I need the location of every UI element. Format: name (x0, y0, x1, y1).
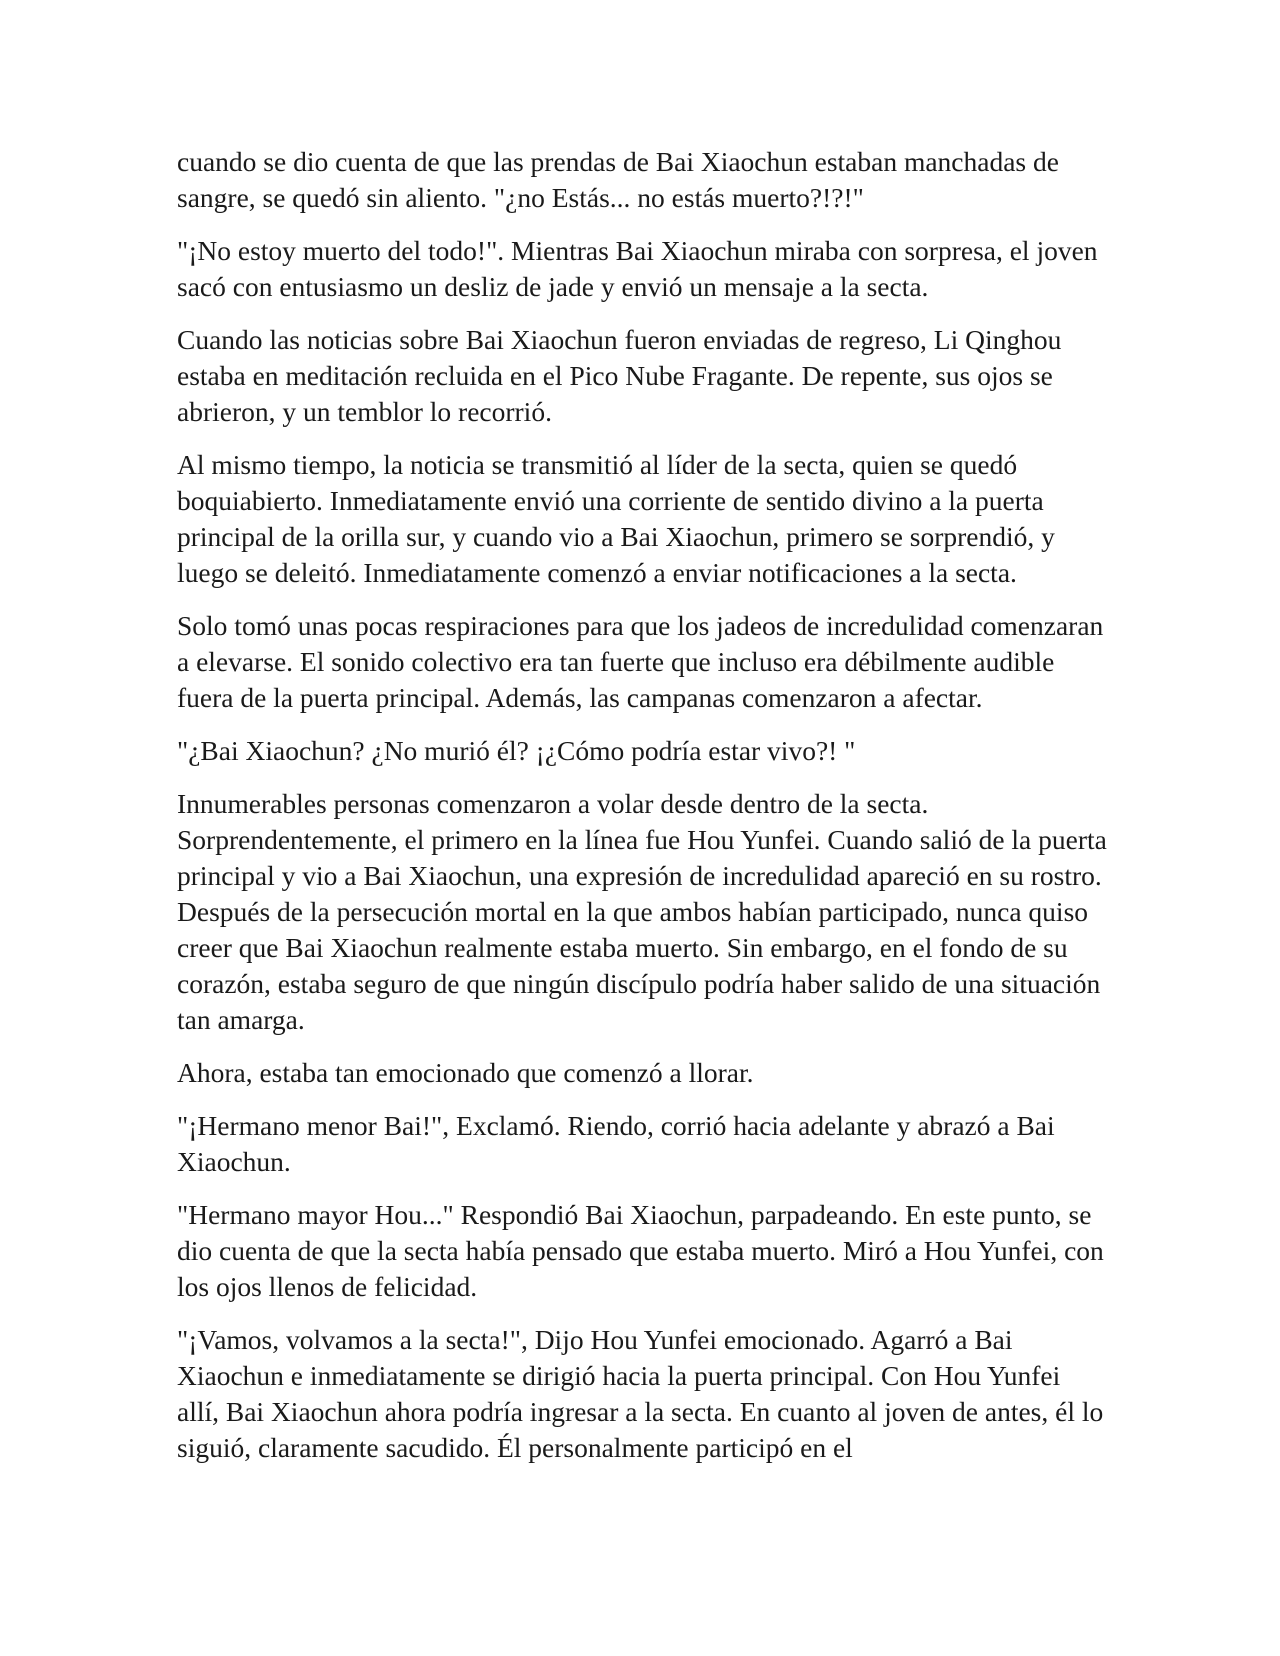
paragraph: Innumerables personas comenzaron a volar desde dentro de la secta. Sorprendentemente, el primero en la línea fue Hou Yunfei. Cuando salió de la puerta principal y vio a Bai Xiaochun, una expresión de incredulidad apareció en su rostro. Después de la persecución mortal en la que ambos habían participado, nunca quiso creer que Bai Xiaochun realmente estaba muerto. Sin embargo, en el fondo de su corazón, estaba seguro de que ningún discípulo podría haber salido de una situación tan amarga. (177, 788, 1107, 1035)
paragraph: "Hermano mayor Hou..." Respondió Bai Xiaochun, parpadeando. En este punto, se dio cuenta de que la secta había pensado que estaba muerto. Miró a Hou Yunfei, con los ojos llenos de felicidad. (177, 1199, 1104, 1302)
paragraph: "¡No estoy muerto del todo!". Mientras Bai Xiaochun miraba con sorpresa, el joven sacó con entusiasmo un desliz de jade y envió un mensaje a la secta. (177, 235, 1098, 302)
paragraph: Solo tomó unas pocas respiraciones para que los jadeos de incredulidad comenzaran a elevarse. El sonido colectivo era tan fuerte que incluso era débilmente audible fuera de la puerta principal. Además, las campanas comenzaron a afectar. (177, 610, 1104, 713)
paragraph: Al mismo tiempo, la noticia se transmitió al líder de la secta, quien se quedó boquiabierto. Inmediatamente envió una corriente de sentido divino a la puerta principal de la orilla sur, y cuando vio a Bai Xiaochun, primero se sorprendió, y luego se deleitó. Inmediatamente comenzó a enviar notificaciones a la secta. (177, 449, 1055, 588)
paragraph: Ahora, estaba tan emocionado que comenzó a llorar. (177, 1057, 754, 1088)
paragraph: "¡Hermano menor Bai!", Exclamó. Riendo, corrió hacia adelante y abrazó a Bai Xiaochun. (177, 1110, 1055, 1177)
paragraph: Cuando las noticias sobre Bai Xiaochun fueron enviadas de regreso, Li Qinghou estaba en meditación recluida en el Pico Nube Fragante. De repente, sus ojos se abrieron, y un temblor lo recorrió. (177, 324, 1062, 427)
paragraph: cuando se dio cuenta de que las prendas de Bai Xiaochun estaban manchadas de sangre, se quedó sin aliento. "¿no Estás... no estás muerto?!?!" (177, 146, 1059, 213)
paragraph: "¡Vamos, volvamos a la secta!", Dijo Hou Yunfei emocionado. Agarró a Bai Xiaochun e inmediatamente se dirigió hacia la puerta principal. Con Hou Yunfei allí, Bai Xiaochun ahora podría ingresar a la secta. En cuanto al joven de antes, él lo siguió, claramente sacudido. Él personalmente participó en el (177, 1324, 1104, 1463)
document-page (177, 144, 1107, 1483)
paragraph: "¿Bai Xiaochun? ¿No murió él? ¡¿Cómo podría estar vivo?! " (177, 735, 856, 766)
